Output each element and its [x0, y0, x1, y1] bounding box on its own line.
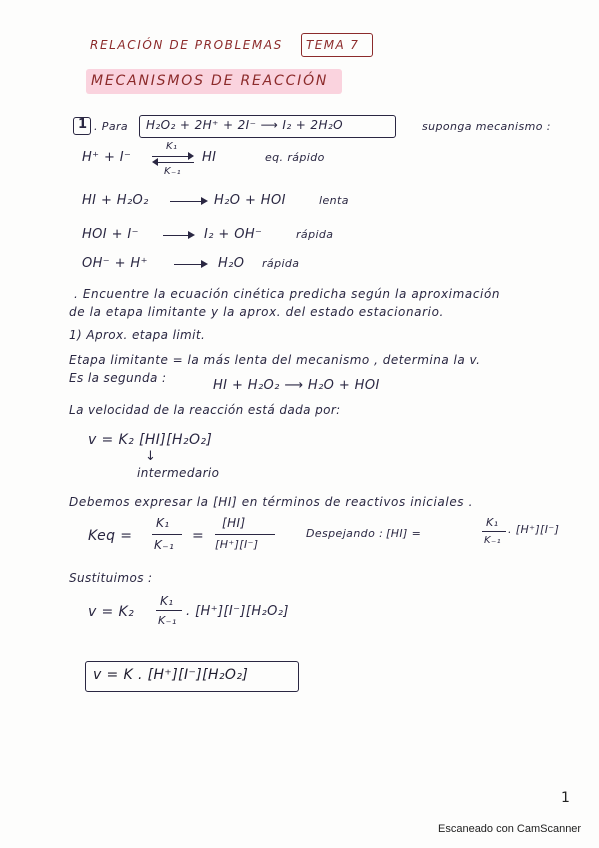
rate-law-2-left: v = K₂ — [88, 604, 135, 620]
part1-heading: 1) Aprox. etapa limit. — [69, 328, 206, 342]
despejando-label: Despejando : — [306, 527, 384, 540]
down-arrow: ↓ — [145, 449, 157, 464]
problem-number: 1 — [78, 117, 88, 132]
hi-num: K₁ — [486, 516, 499, 529]
section-subtitle: MECANISMOS DE REACCIÓN — [91, 73, 329, 89]
rate-law-2-tail: . [H⁺][I⁻][H₂O₂] — [186, 604, 289, 619]
step4-note: rápida — [262, 257, 300, 270]
step1-note: eq. rápido — [265, 151, 325, 164]
question-line-1: . Encuentre la ecuación cinética predicha según la aproximación — [74, 287, 501, 301]
step1-k-reverse: K₋₁ — [164, 166, 182, 177]
page-number: 1 — [561, 790, 571, 806]
intermediate-label: intermedario — [137, 466, 220, 480]
solution-line-4: Debemos expresar la [HI] en términos de reactivos iniciales . — [69, 495, 473, 509]
keq-den-2: [H⁺][I⁻] — [215, 538, 259, 551]
page-title: RELACIÓN DE PROBLEMAS — [90, 38, 283, 52]
keq-fraction-2 — [215, 534, 275, 535]
keq-num-2: [HI] — [222, 516, 246, 530]
step4-arrow — [174, 264, 206, 265]
step3-reactants: HOI + I⁻ — [82, 227, 139, 242]
solution-line-2b: HI + H₂O₂ ⟶ H₂O + HOI — [213, 378, 380, 393]
keq-fraction-1 — [152, 534, 182, 535]
keq-label: Keq = — [88, 528, 133, 544]
hi-den: K₋₁ — [484, 535, 502, 546]
step4-reactants: OH⁻ + H⁺ — [82, 256, 148, 271]
hi-expression: [HI] = — [386, 527, 422, 540]
rate-law-1: v = K₂ [HI][H₂O₂] — [88, 432, 213, 448]
solution-line-1: Etapa limitante = la más lenta del mecanismo , determina la v. — [69, 353, 481, 367]
hi-tail: . [H⁺][I⁻] — [508, 523, 560, 536]
step1-reactants: H⁺ + I⁻ — [82, 150, 132, 165]
step3-products: I₂ + OH⁻ — [204, 227, 263, 242]
step2-products: H₂O + HOI — [214, 193, 286, 208]
step2-reactants: HI + H₂O₂ — [82, 193, 149, 208]
tema-label: TEMA 7 — [306, 38, 360, 52]
problem-intro: . Para — [94, 120, 129, 133]
overall-reaction: H₂O₂ + 2H⁺ + 2I⁻ ⟶ I₂ + 2H₂O — [146, 118, 343, 132]
solution-line-3: La velocidad de la reacción está dada por: — [69, 403, 341, 417]
rate-law-2-num: K₁ — [160, 594, 174, 608]
step2-note: lenta — [319, 194, 349, 207]
keq-den-1: K₋₁ — [154, 538, 175, 552]
solution-line-2a: Es la segunda : — [69, 371, 167, 385]
step3-note: rápida — [296, 228, 334, 241]
keq-equals: = — [192, 528, 205, 544]
final-rate-law: v = K . [H⁺][I⁻][H₂O₂] — [93, 667, 249, 683]
camscanner-footer: Escaneado con CamScanner — [438, 823, 582, 835]
equilibrium-arrows — [152, 154, 194, 164]
hi-fraction — [482, 531, 506, 532]
step1-k-forward: K₁ — [166, 141, 178, 152]
question-line-2: de la etapa limitante y la aprox. del estado estacionario. — [69, 305, 444, 319]
sustituimos-label: Sustituimos : — [69, 571, 153, 585]
rate-law-2-den: K₋₁ — [158, 614, 177, 627]
step2-arrow — [170, 201, 206, 202]
suppose-mechanism: suponga mecanismo : — [422, 120, 551, 133]
rate-law-2-fraction — [156, 610, 182, 611]
step4-products: H₂O — [218, 256, 245, 271]
step1-product: HI — [202, 150, 217, 165]
step3-arrow — [163, 235, 193, 236]
keq-num-1: K₁ — [156, 516, 170, 530]
